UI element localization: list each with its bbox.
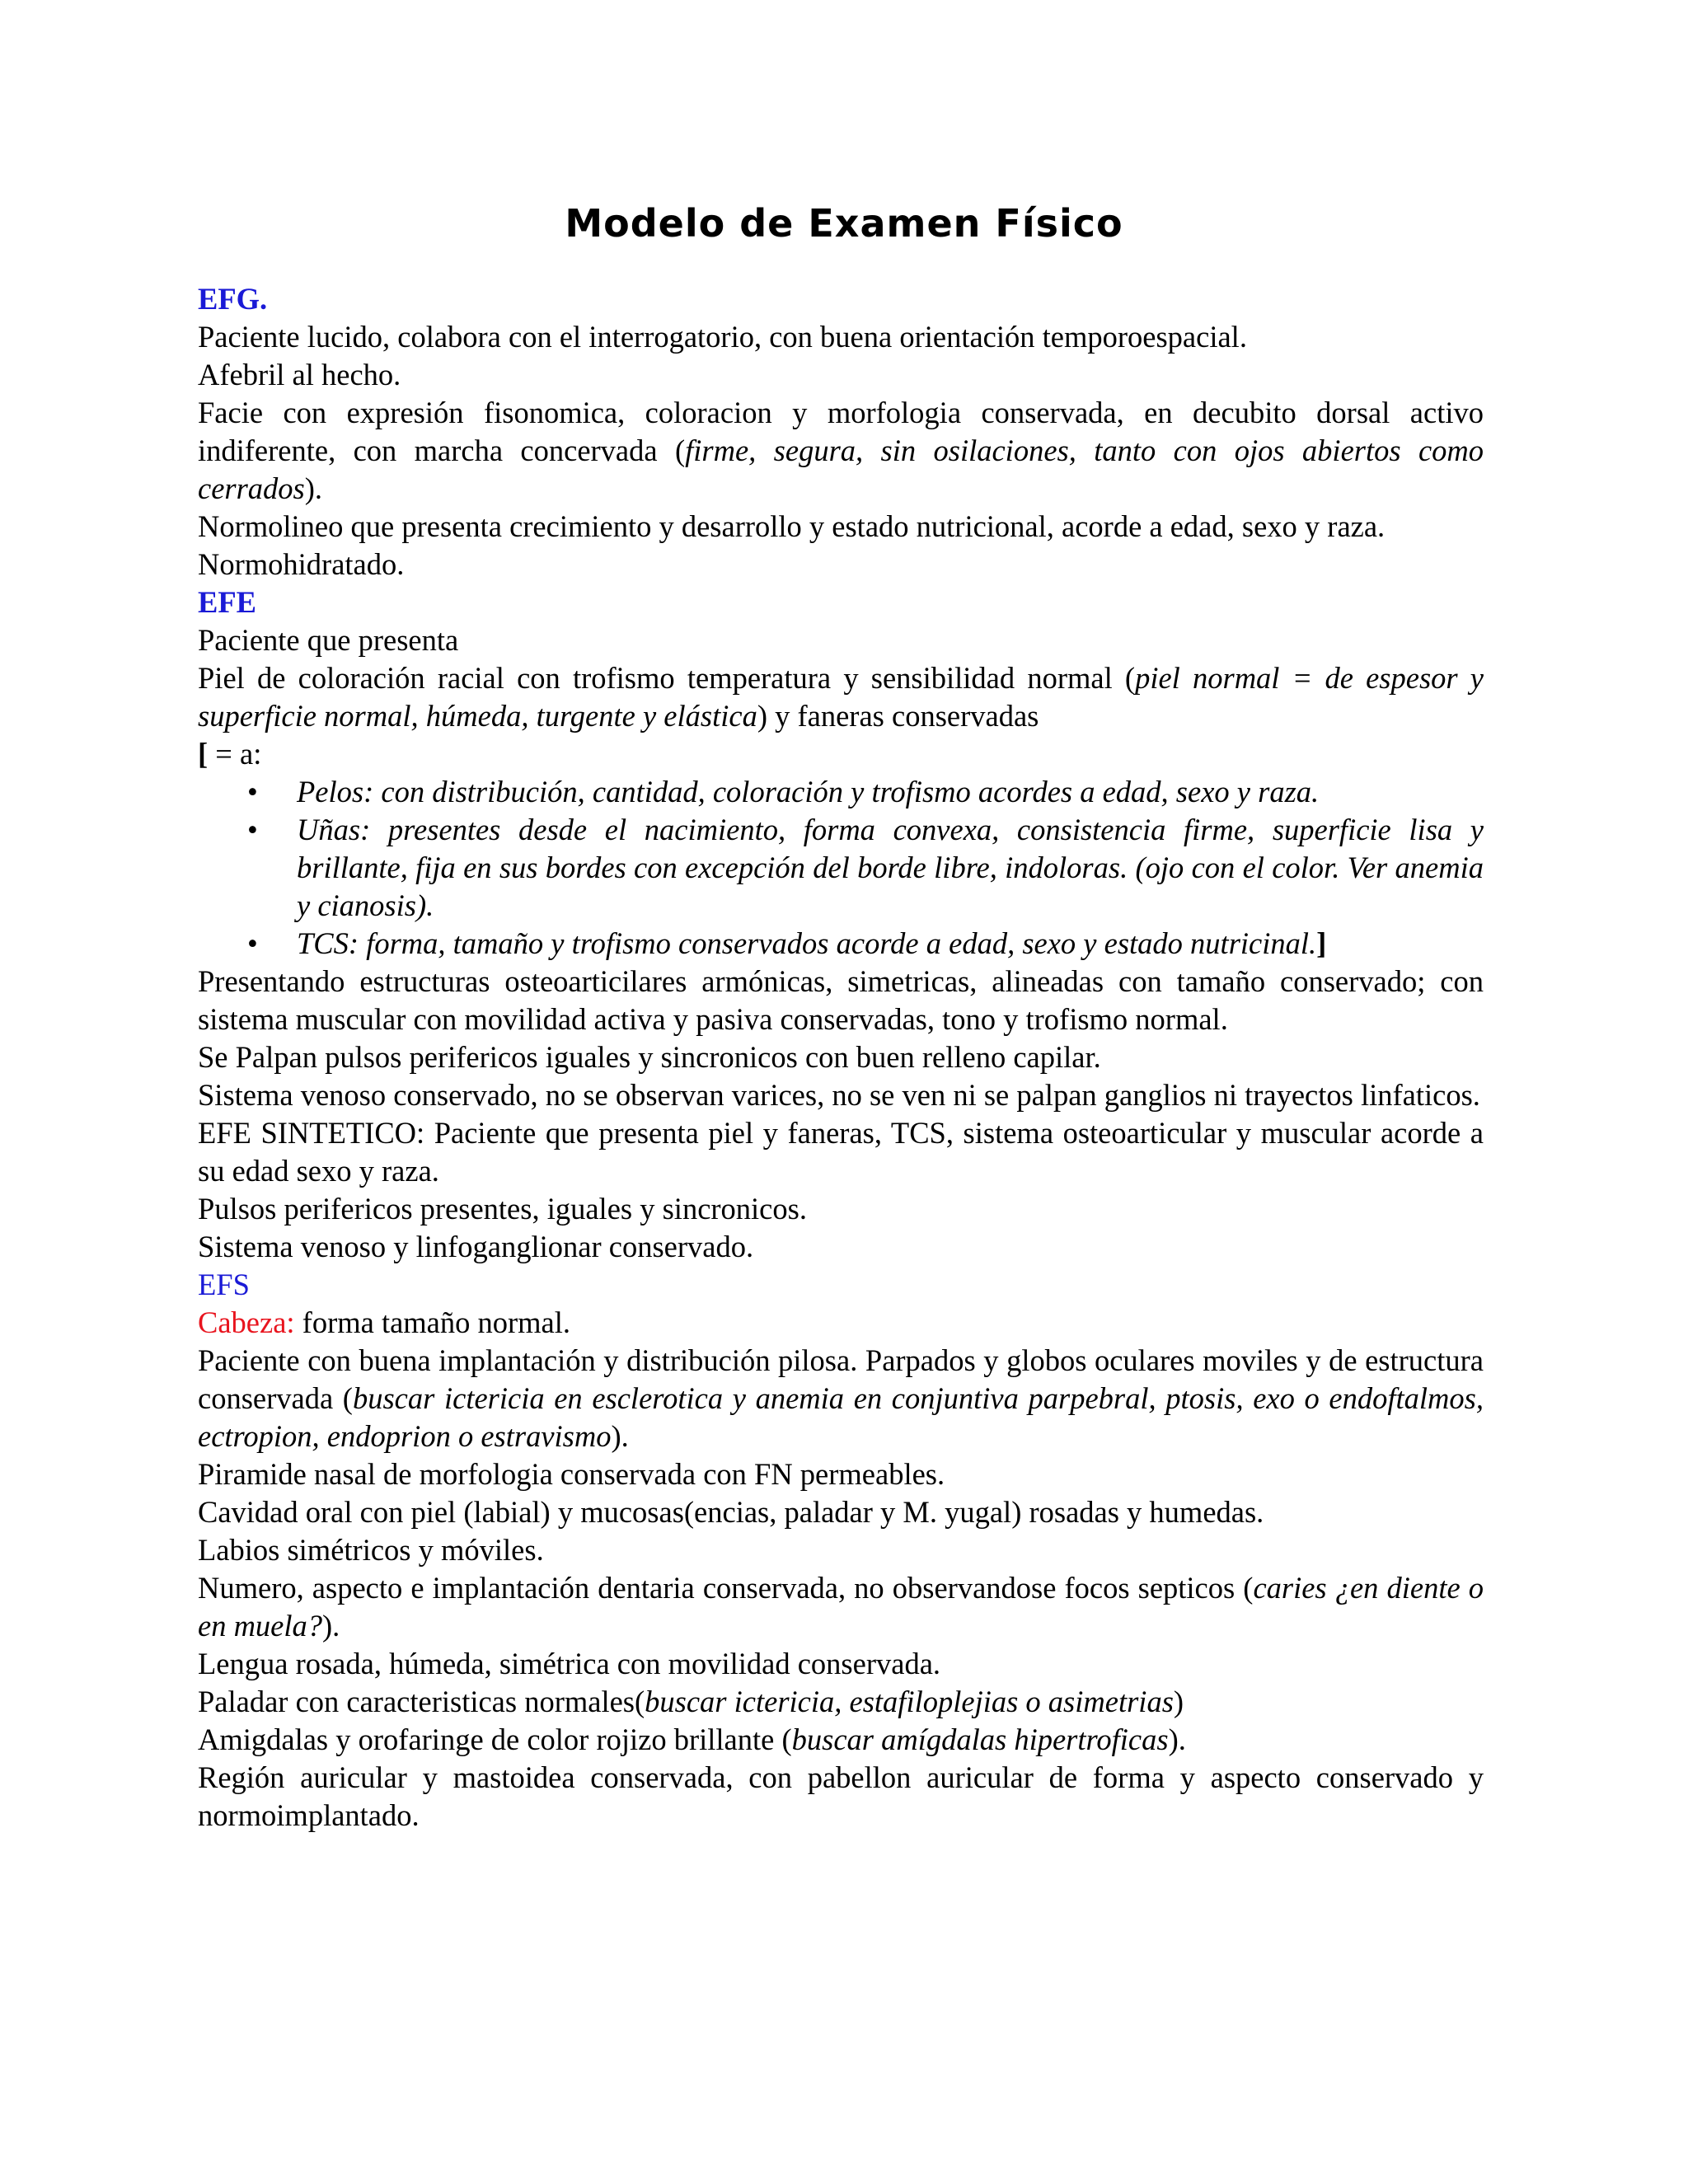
bullet-icon: •	[247, 926, 258, 960]
list-item	[198, 773, 1484, 811]
paragraph: Sistema venoso y linfoganglionar conservado.	[198, 1230, 754, 1263]
paragraph: Piramide nasal de morfologia conservada con FN permeables.	[198, 1457, 945, 1491]
paragraph: Paciente que presenta	[198, 623, 459, 657]
italic-run: firme, segura, sin osilaciones, tanto con ojos abiertos como cerrados	[198, 434, 1484, 505]
section-heading-efs: EFS	[198, 1268, 250, 1301]
list-item	[198, 811, 1484, 925]
text-run: Paladar con caracteristicas normales(	[198, 1685, 645, 1718]
list-item-text: Pelos: con distribución, cantidad, coloración y trofismo acordes a edad, sexo y raza.	[297, 775, 1320, 808]
section-heading-efg: EFG.	[198, 282, 268, 316]
italic-run: caries ¿en diente o en muela?	[198, 1571, 1484, 1643]
bullet-icon: •	[247, 813, 258, 846]
paragraph: Se Palpan pulsos perifericos iguales y sincronicos con buen relleno capilar.	[198, 1040, 1101, 1074]
list-item-text: Uñas: presentes desde el nacimiento, forma convexa, consistencia firme, superficie lisa y brillante, fija en sus bordes con excepción del borde libre, indoloras. (ojo con el color. Ver anemia y cianosis).	[297, 813, 1484, 922]
italic-run: buscar ictericia, estafiloplejias o asimetrias	[645, 1685, 1174, 1718]
paragraph: Región auricular y mastoidea conservada, con pabellon auricular de forma y aspecto conservado y normoimplantado.	[198, 1760, 1484, 1832]
paragraph	[198, 1304, 1484, 1342]
text-run: )	[1173, 1685, 1184, 1718]
paragraph: Paciente lucido, colabora con el interrogatorio, con buena orientación temporoespacial.	[198, 320, 1247, 354]
subheading-cabeza: Cabeza:	[198, 1305, 295, 1339]
document-title: Modelo de Examen Físico	[565, 201, 1123, 246]
paragraph: Normolineo que presenta crecimiento y desarrollo y estado nutricional, acorde a edad, sexo y raza.	[198, 509, 1386, 543]
text-run: ).	[304, 471, 323, 505]
text-run: ).	[611, 1419, 629, 1453]
paragraph	[198, 659, 1484, 735]
paragraph	[198, 1683, 1484, 1721]
text-run: Paciente con buena implantación y distribución pilosa. Parpados y globos oculares moviles y de estructura conservada (	[198, 1343, 1484, 1415]
paragraph: Normohidratado.	[198, 547, 405, 581]
text-run: ).	[1168, 1722, 1186, 1756]
text-run: Facie con expresión fisonomica, coloracion y morfologia conservada, en decubito dorsal activo indiferente, con marcha concervada (	[198, 396, 1484, 467]
paragraph: Lengua rosada, húmeda, simétrica con movilidad conservada.	[198, 1647, 941, 1680]
paragraph	[198, 394, 1484, 508]
text-run: Amigdalas y orofaringe de color rojizo brillante (	[198, 1722, 792, 1756]
italic-run: buscar ictericia en esclerotica y anemia en conjuntiva parpebral, ptosis, exo o endoftalmos, ectropion, endoprion o estravismo	[198, 1381, 1484, 1453]
text-run: ).	[322, 1609, 340, 1643]
paragraph	[198, 735, 1484, 773]
list-item	[198, 925, 1484, 963]
paragraph	[198, 1721, 1484, 1759]
section-heading-efe: EFE	[198, 585, 256, 619]
paragraph: Cavidad oral con piel (labial) y mucosas(encias, paladar y M. yugal) rosadas y humedas.	[198, 1495, 1264, 1529]
italic-run: buscar amígdalas hipertroficas	[791, 1722, 1169, 1756]
text-run: Piel de coloración racial con trofismo temperatura y sensibilidad normal (	[198, 661, 1136, 695]
bracket-close: ]	[1316, 926, 1327, 960]
paragraph: EFE SINTETICO: Paciente que presenta piel y faneras, TCS, sistema osteoarticular y muscular acorde a su edad sexo y raza.	[198, 1116, 1484, 1188]
paragraph	[198, 1569, 1484, 1645]
paragraph: Sistema venoso conservado, no se observan varices, no se ven ni se palpan ganglios ni trayectos linfaticos.	[198, 1078, 1480, 1112]
paragraph: Afebril al hecho.	[198, 358, 401, 391]
text-run: Numero, aspecto e implantación dentaria conservada, no observandose focos septicos (	[198, 1571, 1254, 1605]
paragraph: Presentando estructuras osteoarticilares armónicas, simetricas, alineadas con tamaño conservado; con sistema muscular con movilidad activa y pasiva conservadas, tono y trofismo normal.	[198, 964, 1484, 1036]
paragraph: Labios simétricos y móviles.	[198, 1533, 544, 1567]
text-run: = a:	[208, 737, 262, 771]
text-run: ) y faneras conservadas	[757, 699, 1039, 733]
bracket-open: [	[198, 737, 209, 771]
paragraph	[198, 1342, 1484, 1455]
bullet-icon: •	[247, 775, 258, 808]
list-item-text: TCS: forma, tamaño y trofismo conservados acorde a edad, sexo y estado nutricinal.	[297, 926, 1317, 960]
italic-run: piel normal = de espesor y superficie normal, húmeda, turgente y elástica	[198, 661, 1484, 733]
paragraph: Pulsos perifericos presentes, iguales y sincronicos.	[198, 1192, 807, 1226]
bullet-list	[198, 773, 1484, 963]
text-run: forma tamaño normal.	[294, 1305, 571, 1339]
document-body	[198, 280, 1484, 1835]
